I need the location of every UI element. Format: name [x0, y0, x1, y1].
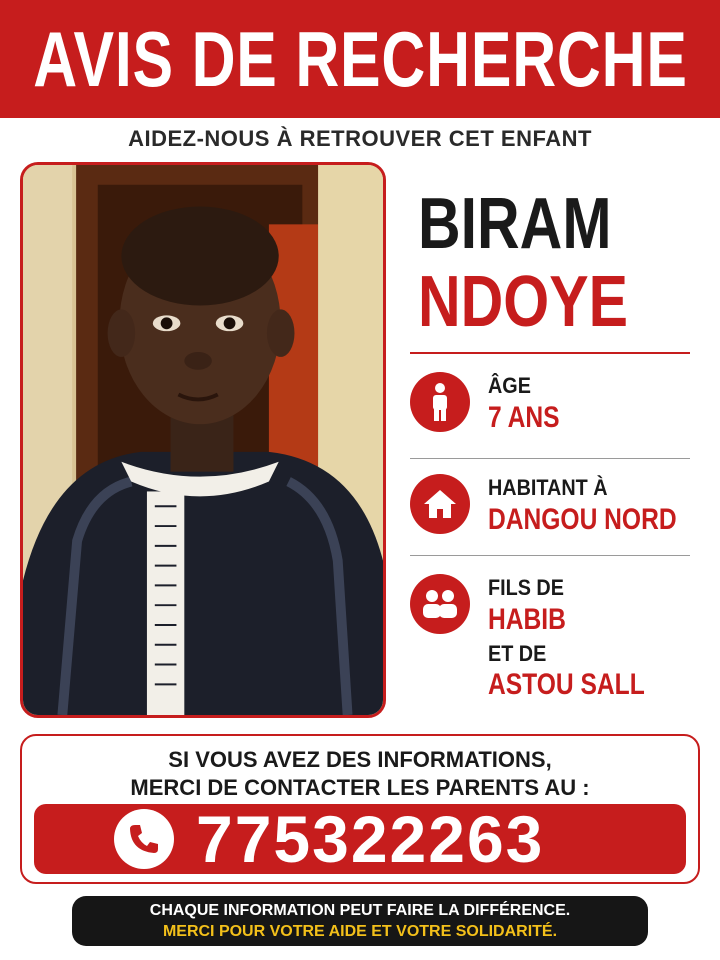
footer-message: [72, 896, 648, 946]
footer-line-2: MERCI POUR VOTRE AIDE ET VOTRE SOLIDARITÉ.: [162, 922, 558, 940]
contact-box: [20, 734, 700, 884]
header-banner: [0, 0, 720, 118]
divider: [410, 555, 690, 556]
person-icon: [410, 372, 470, 432]
poster-title: AVIS DE RECHERCHE: [32, 15, 688, 103]
contact-line-2: MERCI DE CONTACTER LES PARENTS AU :: [130, 774, 590, 800]
parents-icon: [410, 574, 470, 634]
mother-name: ASTOU SALL: [488, 668, 645, 701]
child-photo-illustration: [23, 165, 383, 715]
child-name: [418, 184, 708, 342]
last-name: NDOYE: [418, 262, 628, 342]
residence-label: HABITANT À: [488, 475, 608, 500]
house-icon: [410, 474, 470, 534]
first-name: BIRAM: [418, 184, 612, 264]
parents-label: FILS DE: [488, 575, 564, 600]
phone-bar: [34, 804, 686, 874]
age-label: ÂGE: [488, 373, 531, 398]
phone-icon: [114, 809, 174, 869]
child-photo: [20, 162, 386, 718]
age-value: 7 ANS: [488, 400, 560, 434]
footer-line-1: CHAQUE INFORMATION PEUT FAIRE LA DIFFÉRENCE.: [149, 902, 571, 919]
parents-row: [410, 574, 710, 703]
residence-row: [410, 474, 710, 538]
father-name: HABIB: [488, 602, 566, 636]
parents-connector: ET DE: [488, 640, 547, 666]
poster-subtitle: AIDEZ-NOUS À RETROUVER CET ENFANT: [128, 126, 592, 151]
contact-line-1: SI VOUS AVEZ DES INFORMATIONS,: [168, 747, 552, 772]
phone-number[interactable]: 775322263: [196, 802, 545, 876]
age-row: [410, 372, 710, 436]
divider: [410, 458, 690, 459]
name-divider: [410, 352, 690, 354]
residence-value: DANGOU NORD: [488, 502, 677, 536]
